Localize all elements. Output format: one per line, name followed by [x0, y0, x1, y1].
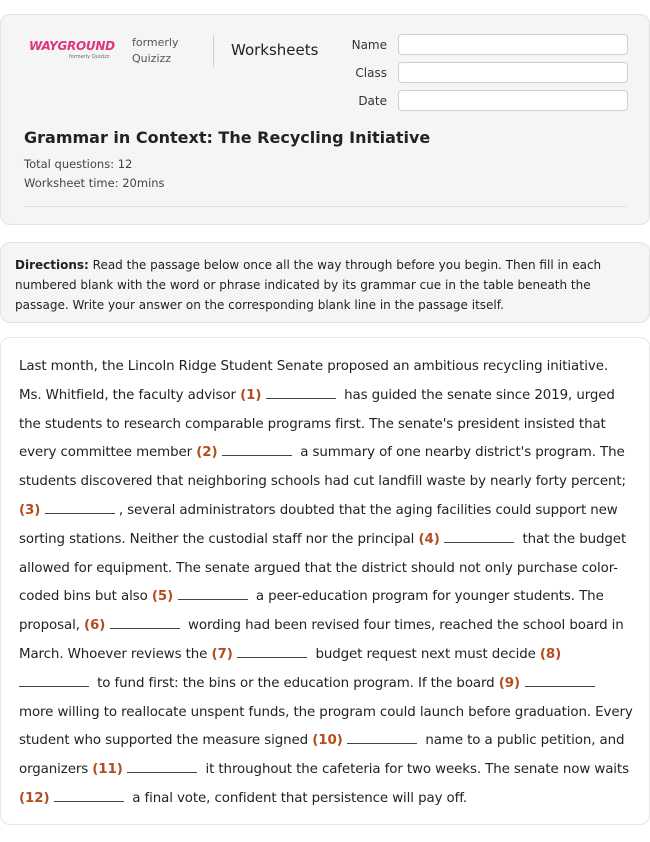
formerly-quizizz-text: formerly Quizizz: [132, 36, 179, 65]
header-rule: [24, 206, 626, 207]
passage-segment: to fund first: the bins or the education program. If the board: [93, 675, 499, 691]
question-number: (5): [151, 589, 178, 605]
class-label: Class: [355, 66, 387, 80]
passage-segment: Last month, the Lincoln Ridge Student Senate proposed an ambitious recycling initiative. Ms. Whitfield, the faculty advisor: [19, 359, 609, 403]
passage-text: [19, 353, 634, 814]
date-field[interactable]: [398, 90, 628, 111]
question-number: (12): [19, 790, 55, 806]
worksheet-header: [0, 14, 650, 225]
answer-blank[interactable]: [266, 385, 336, 399]
answer-blank[interactable]: [19, 673, 89, 687]
question-number: (7): [211, 646, 238, 662]
question-number: (3): [19, 502, 45, 518]
passage-segment: more willing to reallocate unspent funds, the program could launch before graduation. Every student who supported the measure signed: [19, 704, 633, 749]
answer-blank[interactable]: [127, 759, 197, 773]
directions-label: Directions:: [15, 258, 89, 272]
name-field[interactable]: [398, 34, 628, 55]
answer-blank[interactable]: [444, 529, 514, 543]
answer-blank[interactable]: [347, 730, 417, 744]
answer-blank[interactable]: [237, 644, 307, 658]
question-number: (9): [498, 675, 525, 691]
question-number: (6): [84, 618, 110, 634]
question-number: (11): [92, 762, 128, 778]
logo-wordmark: WAYGROUND: [29, 39, 115, 53]
passage-segment: budget request next must decide: [311, 646, 540, 662]
directions-body: Read the passage below once all the way through before you begin. Then fill in each numbered blank with the word or phrase indicated by its grammar cue in the table beneath the passage. Write your answer on the corresponding blank line in the passage itself.: [15, 258, 602, 312]
question-number: (1): [240, 387, 266, 403]
passage-segment: a final vote, confident that persistence will pay off.: [128, 790, 468, 806]
answer-blank[interactable]: [54, 788, 124, 802]
passage-segment: a peer-education program for younger students. The proposal,: [19, 589, 604, 634]
total-questions: Total questions: 12: [24, 157, 133, 171]
directions-text: [15, 255, 637, 315]
passage-segment: a summary of one nearby district's program. The students discovered that neighboring schools had cut landfill waste by nearly forty percent;: [19, 445, 626, 490]
date-label: Date: [358, 94, 387, 108]
section-title: Worksheets: [231, 41, 319, 59]
question-number: (2): [196, 445, 223, 461]
name-label: Name: [351, 38, 387, 52]
header-divider: [213, 35, 214, 67]
question-number: (8): [539, 646, 562, 662]
class-field[interactable]: [398, 62, 628, 83]
worksheet-time: Worksheet time: 20mins: [24, 176, 165, 190]
directions-box: [0, 242, 650, 323]
passage-segment: , several administrators doubted that the aging facilities could support new sorting stations. Neither the custodial staff nor the principal: [19, 502, 618, 547]
answer-blank[interactable]: [222, 442, 292, 456]
passage-segment: it throughout the cafeteria for two weeks. The senate now waits: [201, 762, 629, 778]
worksheet-title: Grammar in Context: The Recycling Initiative: [24, 128, 431, 147]
question-number: (4): [418, 531, 445, 547]
passage-segment: has guided the senate since 2019, urged the students to research comparable programs first. The senate's president insisted that every committee member: [19, 387, 615, 461]
answer-blank[interactable]: [45, 500, 115, 514]
wayground-logo: [29, 39, 115, 60]
passage-segment: that the budget allowed for equipment. The senate argued that the district should not only purchase color-coded bins but also: [19, 531, 627, 605]
logo-subtitle: formerly Quizizz: [69, 54, 110, 60]
answer-blank[interactable]: [525, 673, 595, 687]
answer-blank[interactable]: [110, 615, 180, 629]
passage-segment: name to a public petition, and organizers: [19, 733, 625, 778]
passage-box: [0, 337, 650, 825]
answer-blank[interactable]: [178, 586, 248, 600]
question-number: (10): [312, 733, 348, 749]
passage-segment: wording had been revised four times, reached the school board in March. Whoever reviews the: [19, 618, 624, 662]
